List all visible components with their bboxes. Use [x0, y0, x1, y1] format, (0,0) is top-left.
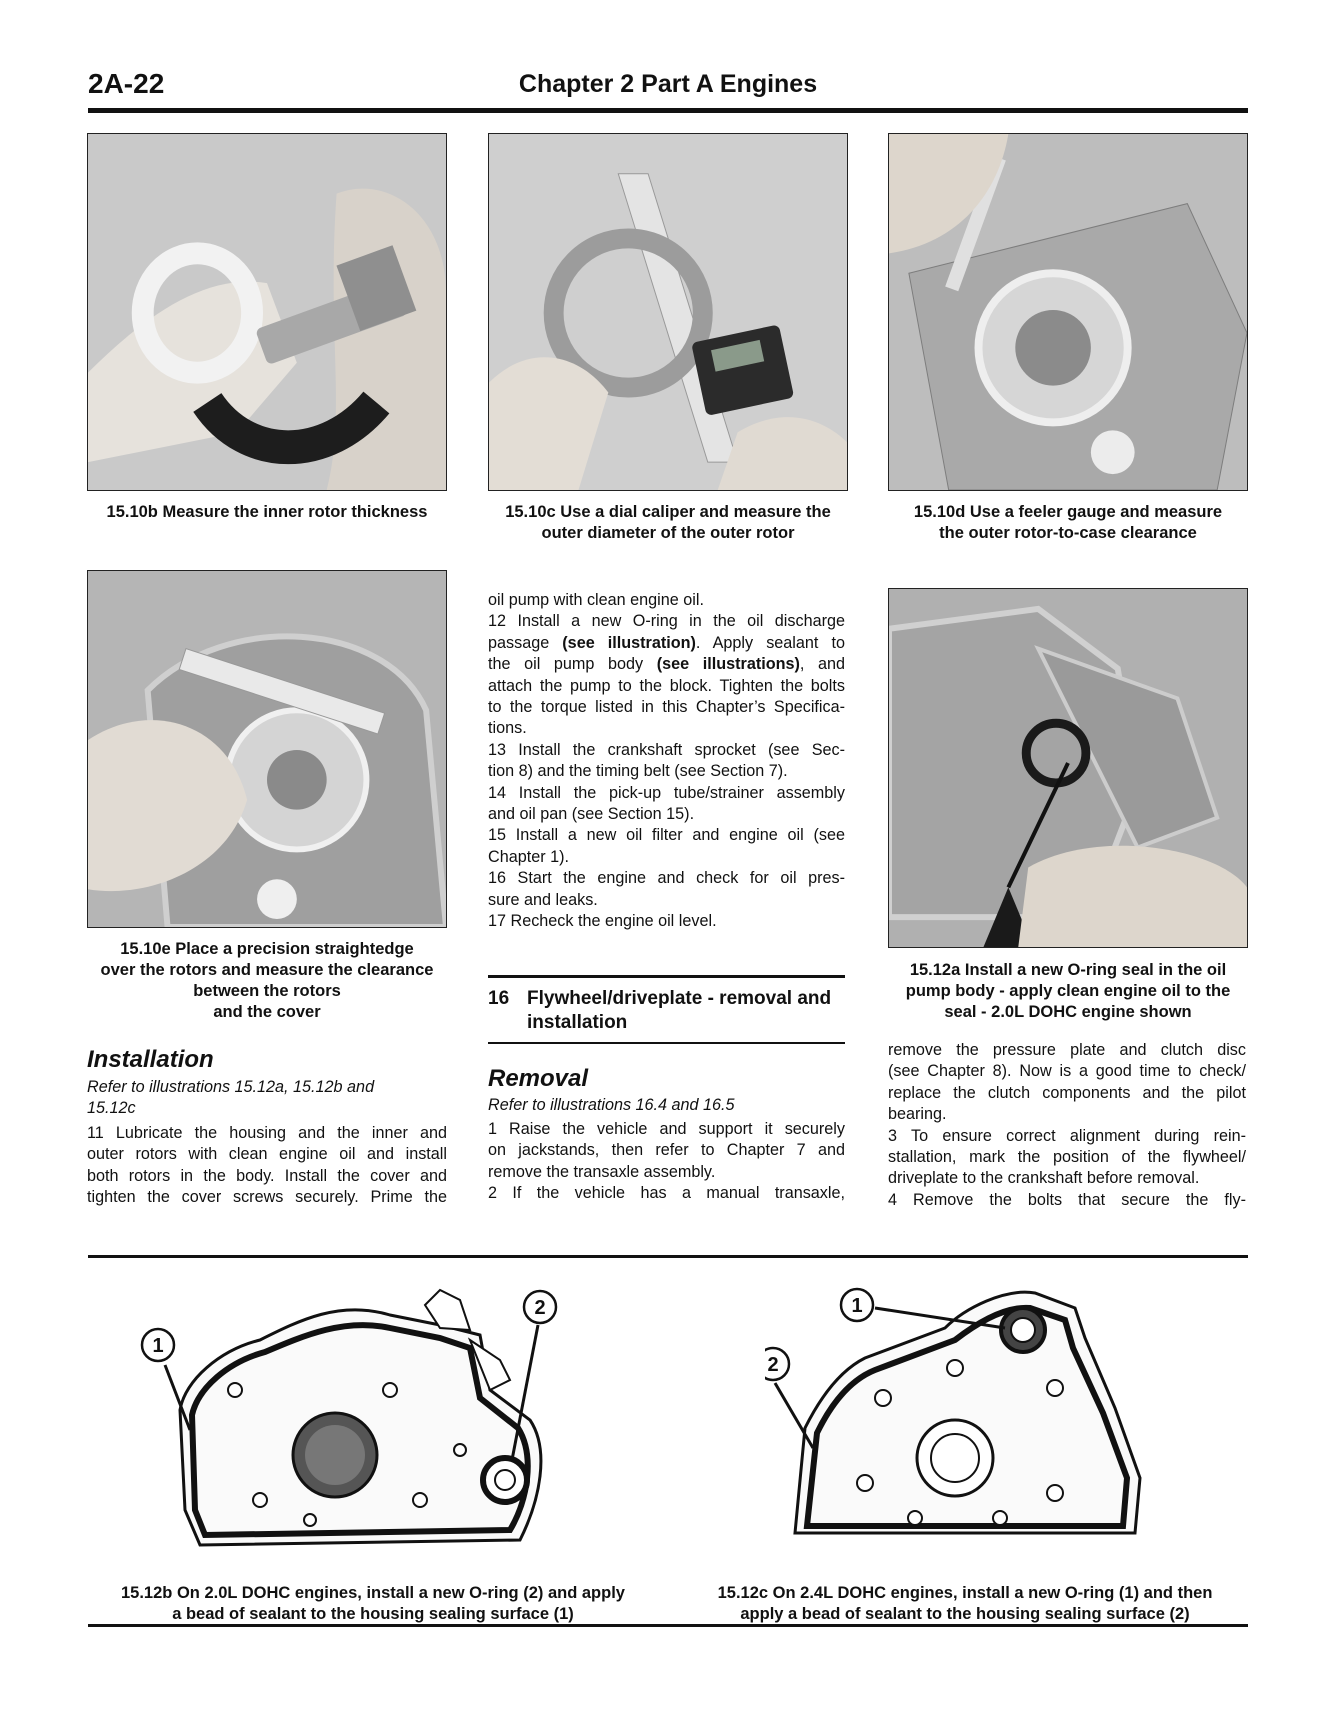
photo-15-10c [488, 133, 848, 491]
caption-15-12c: 15.12c On 2.4L DOHC engines, install a new O-ring (1) and then apply a bead of sealant to the housing sealing surface (2) [717, 1584, 1213, 1623]
installation-heading: Installation [87, 1046, 214, 1073]
installation-step-11: 11 Lubricate the housing and the inner and outer rotors with clean engine oil and install both rotors in the body. Install the cover and tighten the cover screws securely. Prime the [87, 1124, 447, 1207]
callout-1-label: 1 [851, 1295, 863, 1317]
removal-steps: 1 Raise the vehicle and support it securely on jackstands, then refer to Chapter 7 and remove the transaxle assembly. 2 If the vehicle has a manual transaxle, [488, 1120, 845, 1203]
caption-15-10e: 15.10e Place a precision straightedge over the rotors and measure the clearance between the rotors and the cover [100, 940, 434, 1021]
callout-2-label: 2 [534, 1297, 546, 1319]
callout-2-label: 2 [767, 1354, 779, 1376]
section-16-top-rule [488, 975, 845, 978]
photo-15-12a [888, 588, 1248, 948]
caption-15-10c: 15.10c Use a dial caliper and measure the outer diameter of the outer rotor [505, 503, 831, 542]
caption-15-12a: 15.12a Install a new O-ring seal in the oil pump body - apply clean engine oil to the seal - 2.0L DOHC engine shown [905, 961, 1231, 1021]
section-16-bottom-rule [488, 1042, 845, 1044]
photo-15-10b [87, 133, 447, 491]
removal-refer: Refer to illustrations 16.4 and 16.5 [488, 1096, 735, 1114]
chapter-title: Chapter 2 Part A Engines [518, 70, 818, 98]
removal-heading: Removal [488, 1065, 589, 1092]
page-number: 2A-22 [88, 68, 165, 99]
installation-refer: Refer to illustrations 15.12a, 15.12b and 15.12c [87, 1078, 375, 1118]
photo-15-10d [888, 133, 1248, 491]
middle-column-text: oil pump with clean engine oil. 12 Install a new O-ring in the oil discharge passage (see illustration). Apply sealant to the oil pump body (see illustrations), and attach the pump to the block. Tighten the bolts to the torque listed in this Chapter’s Specifica- tions. 13 Install the crankshaft sprocket (see Sec- tion 8) and the timing belt (see Section 7). 14 Install the pick-up tube/strainer assembly and oil pan (see Section 15). 15 Install a new oil filter and engine oil (see Chapter 1). 16 Start the engine and check for oil pres- sure and leaks. 17 Recheck the engine oil level. [488, 591, 845, 931]
bottom-section-top-rule [88, 1255, 1248, 1258]
caption-15-10d: 15.10d Use a feeler gauge and measure the outer rotor-to-case clearance [913, 503, 1223, 542]
photo-15-10e [87, 570, 447, 928]
right-column-text: remove the pressure plate and clutch disc (see Chapter 8). Now is a good time to check/ replace the clutch components and the pilot bearing. 3 To ensure correct alignment during rein- stallation, mark the position of the flywheel/ driveplate to the crankshaft before removal. 4 Remove the bolts that secure the fly- [888, 1041, 1246, 1209]
diagram-15-12b [140, 1280, 610, 1570]
callout-1-label: 1 [152, 1335, 164, 1357]
section-16-title: Flywheel/driveplate - removal and installation [527, 988, 832, 1033]
caption-15-10b: 15.10b Measure the inner rotor thickness [106, 503, 428, 521]
header-rule [88, 108, 1248, 113]
section-16-number: 16 [488, 988, 510, 1009]
diagram-15-12c [765, 1278, 1165, 1568]
caption-15-12b: 15.12b On 2.0L DOHC engines, install a new O-ring (2) and apply a bead of sealant to the housing sealing surface (1) [121, 1584, 625, 1623]
